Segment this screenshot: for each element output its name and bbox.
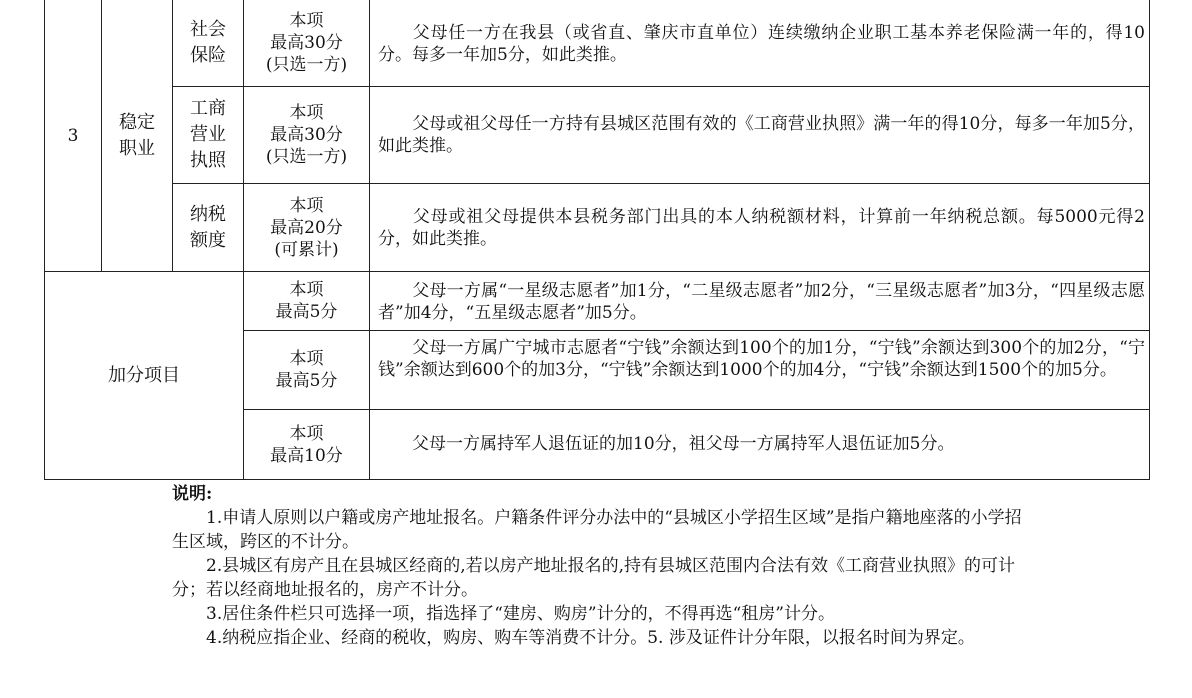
- description-cell: 父母或祖父母提供本县税务部门出具的本人纳税额材料，计算前一年纳税总额。每5000元得2分，如此类推。: [378, 207, 1145, 249]
- bonus-label: 加分项目: [108, 364, 180, 386]
- description-cell: 父母一方属广宁城市志愿者“宁钱”余额达到100个的加1分，“宁钱”余额达到300个的加2分，“宁钱”余额达到600个的加3分，“宁钱”余额达到1000个的加4分，“宁钱”余额达到1500个的加5分。: [378, 338, 1145, 380]
- subcategory-business-license: 工商营业执照: [190, 98, 226, 171]
- table-rule: [243, 330, 1150, 331]
- notes-section: [172, 482, 1032, 650]
- subcategory-social-insurance: 社会保险: [190, 19, 226, 66]
- score-cell: 本项 最高20分 (可累计): [270, 195, 343, 260]
- notes-title: 说明:: [172, 484, 213, 504]
- category-label: 稳定职业: [119, 111, 155, 159]
- table-rule: [1149, 0, 1150, 480]
- subcategory-tax-amount: 纳税额度: [190, 203, 226, 251]
- row-number: 3: [67, 125, 79, 146]
- note-item: 2.县城区有房产且在县城区经商的,若以房产地址报名的,持有县城区范围内合法有效《工商营业执照》的可计分；若以经商地址报名的，房产不计分。: [172, 556, 1016, 600]
- table-rule: [101, 0, 102, 272]
- score-cell: 本项 最高5分: [275, 280, 338, 322]
- description-cell: 父母或祖父母任一方持有县城区范围有效的《工商营业执照》满一年的得10分，每多一年加5分，如此类推。: [378, 114, 1145, 156]
- description-cell: 父母一方属持军人退伍证的加10分，祖父母一方属持军人退伍证加5分。: [412, 434, 955, 454]
- score-cell: 本项 最高30分 (只选一方): [265, 103, 348, 167]
- description-cell: 父母一方属“一星级志愿者”加1分，“二星级志愿者”加2分，“三星级志愿者”加3分，“四星级志愿者”加4分，“五星级志愿者”加5分。: [378, 281, 1145, 323]
- table-rule: [243, 409, 1150, 410]
- table-rule: [172, 0, 173, 272]
- score-cell: 本项 最高5分: [275, 349, 338, 391]
- score-cell: 本项 最高30分 (只选一方): [265, 11, 348, 75]
- description-cell: 父母任一方在我县（或省直、肇庆市直单位）连续缴纳企业职工基本养老保险满一年的，得10分。每多一年加5分，如此类推。: [378, 23, 1145, 65]
- note-item: 4.纳税应指企业、经商的税收，购房、购车等消费不计分。5. 涉及证件计分年限，以报名时间为界定。: [206, 628, 975, 648]
- note-item: 1.申请人原则以户籍或房产地址报名。户籍条件评分办法中的“县城区小学招生区域”是指户籍地座落的小学招生区域，跨区的不计分。: [172, 508, 1022, 552]
- table-rule: [44, 479, 1150, 480]
- note-item: 3.居住条件栏只可选择一项，指选择了“建房、购房”计分的，不得再选“租房”计分。: [206, 604, 835, 624]
- score-cell: 本项 最高10分: [270, 423, 343, 466]
